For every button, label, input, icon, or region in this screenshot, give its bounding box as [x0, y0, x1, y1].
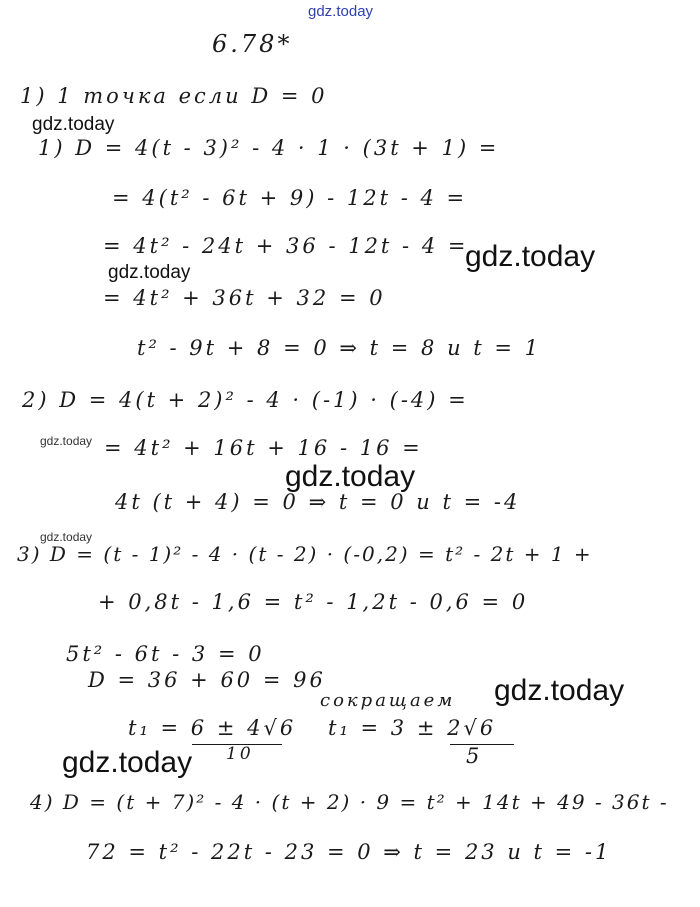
solution-2-line-2: = 4t² + 16t + 16 - 16 =	[104, 436, 423, 460]
solution-3-root-fraction: t₁ = 6 ± 4√6	[128, 716, 297, 740]
watermark-6: gdz.today	[40, 530, 93, 544]
solution-3-discriminant: D = 36 + 60 = 96	[88, 668, 326, 692]
solution-3-line-1: 3) D = (t - 1)² - 4 · (t - 2) · (-0,2) = t² - 2t + 1 +	[17, 542, 593, 566]
reduce-note: сокращаем	[320, 690, 456, 711]
case-condition: 1) 1 точка если D = 0	[20, 84, 328, 108]
solution-4-line-1: 4) D = (t + 7)² - 4 · (t + 2) · 9 = t² + 14t + 49 - 36t -	[30, 790, 669, 814]
solution-1-line-1: 1) D = 4(t - 3)² - 4 · 1 · (3t + 1) =	[38, 136, 500, 160]
solution-3-root-simplified: t₁ = 3 ± 2√6	[328, 716, 497, 740]
solution-3-line-2: + 0,8t - 1,6 = t² - 1,2t - 0,6 = 0	[98, 590, 529, 614]
watermark-top: gdz.today	[308, 3, 374, 20]
watermark-4: gdz.today	[40, 434, 93, 448]
watermark-2: gdz.today	[465, 240, 596, 273]
watermark-3: gdz.today	[108, 262, 191, 283]
solution-4-roots: 72 = t² - 22t - 23 = 0 ⇒ t = 23 и t = -1	[86, 840, 612, 864]
watermark-8: gdz.today	[62, 746, 193, 779]
solution-3-line-3: 5t² - 6t - 3 = 0	[66, 642, 265, 666]
solution-3-denominator: 10	[226, 744, 254, 764]
solution-1-line-2: = 4(t² - 6t + 9) - 12t - 4 =	[112, 186, 468, 210]
solution-3-denominator-simplified: 5	[466, 744, 483, 768]
problem-number: 6.78*	[212, 30, 293, 58]
watermark-5: gdz.today	[285, 460, 416, 493]
watermark-7: gdz.today	[494, 674, 625, 707]
solution-2-roots: 4t (t + 4) = 0 ⇒ t = 0 и t = -4	[115, 490, 521, 514]
solution-1-roots: t² - 9t + 8 = 0 ⇒ t = 8 и t = 1	[137, 336, 542, 360]
solution-1-line-3: = 4t² - 24t + 36 - 12t - 4 =	[103, 234, 469, 258]
solution-1-line-4: = 4t² + 36t + 32 = 0	[103, 286, 386, 310]
watermark-1: gdz.today	[32, 114, 115, 135]
solution-2-line-1: 2) D = 4(t + 2)² - 4 · (-1) · (-4) =	[22, 388, 469, 412]
